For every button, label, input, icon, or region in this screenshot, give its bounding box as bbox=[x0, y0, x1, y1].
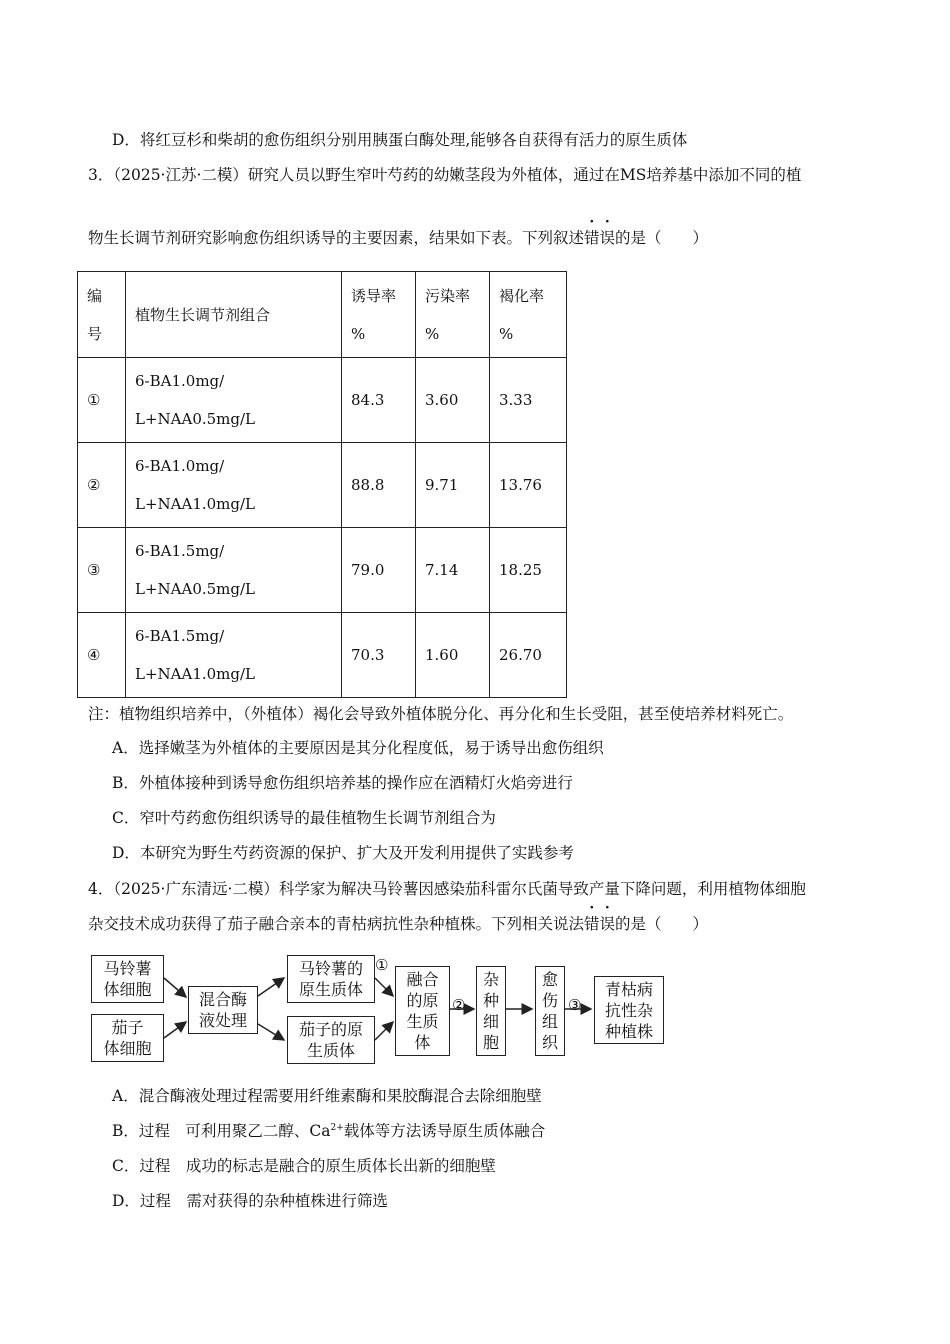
emphasis-char: 误 bbox=[599, 229, 616, 247]
emphasis-char: 错 bbox=[584, 915, 600, 933]
q3-option-d: D．本研究为野生芍药资源的保护、扩大及开发利用提供了实践参考 bbox=[112, 844, 574, 862]
table-row: ③ 6-BA1.5mg/ L+NAA0.5mg/L 79.0 7.14 18.25 bbox=[78, 528, 567, 613]
emphasis-char: 误 bbox=[599, 915, 616, 933]
prev-option-d: D．将红豆杉和柴胡的愈伤组织分别用胰蛋白酶处理,能够各自获得有活力的原生质体 bbox=[112, 131, 688, 149]
eggplant-protoplast-box: 茄子的原 生质体 bbox=[287, 1016, 375, 1064]
q4-stem-line1: 4．（2025·广东清远·二模）科学家为解决马铃薯因感染茄科雷尔氏菌导致产量下降问题，利用植物体细胞 bbox=[88, 880, 806, 898]
q3-stem-line1: 3．（2025·江苏·二模）研究人员以野生窄叶芍药的幼嫩茎段为外植体，通过在MS培养基中添加不同的植 bbox=[88, 166, 802, 184]
q3-note: 注：植物组织培养中，（外植体）褐化会导致外植体脱分化、再分化和生长受阻，甚至使培养材料死亡。 bbox=[88, 705, 794, 723]
header-contamination: 污染率 % bbox=[416, 272, 490, 358]
header-induction: 诱导率 % bbox=[342, 272, 416, 358]
table-row: ① 6-BA1.0mg/ L+NAA0.5mg/L 84.3 3.60 3.33 bbox=[78, 358, 567, 443]
header-browning: 褐化率 % bbox=[490, 272, 567, 358]
arrow bbox=[375, 1022, 393, 1040]
q3-option-c: C．窄叶芍药愈伤组织诱导的最佳植物生长调节剂组合为 bbox=[112, 809, 496, 827]
eggplant-cell-box: 茄子 体细胞 bbox=[91, 1014, 164, 1062]
emphasis-char: 错 bbox=[584, 229, 600, 247]
arrow bbox=[258, 978, 284, 996]
step-2-label: ② bbox=[452, 996, 466, 1014]
callus-box: 愈 伤 组 织 bbox=[535, 966, 565, 1056]
q4-stem-text: 杂交技术成功获得了茄子融合亲本的青枯病抗性杂种植株。下列相关说法 bbox=[88, 915, 585, 933]
potato-cell-box: 马铃薯 体细胞 bbox=[91, 955, 164, 1003]
table-header-row bbox=[78, 272, 567, 358]
fusion-flow-diagram bbox=[88, 952, 668, 1066]
header-id: 编 号 bbox=[78, 272, 126, 358]
q3-stem-tail: 的是（ ） bbox=[615, 229, 709, 247]
header-combo: 植物生长调节剂组合 bbox=[126, 272, 342, 358]
resistant-plant-box: 青枯病 抗性杂 种植株 bbox=[594, 976, 664, 1044]
hybrid-cell-box: 杂 种 细 胞 bbox=[476, 966, 506, 1056]
q3-option-a: A．选择嫩茎为外植体的主要原因是其分化程度低，易于诱导出愈伤组织 bbox=[112, 739, 604, 757]
q3-stem-line2 bbox=[88, 226, 708, 248]
q4-option-d: D．过程 需对获得的杂种植株进行筛选 bbox=[112, 1192, 388, 1210]
enzyme-box: 混合酶 液处理 bbox=[188, 986, 258, 1034]
table-row: ② 6-BA1.0mg/ L+NAA1.0mg/L 88.8 9.71 13.76 bbox=[78, 443, 567, 528]
arrow bbox=[164, 1022, 186, 1038]
q4-stem-tail: 的是（ ） bbox=[615, 915, 709, 933]
potato-protoplast-box: 马铃薯的 原生质体 bbox=[287, 955, 375, 1003]
table-row: ④ 6-BA1.5mg/ L+NAA1.0mg/L 70.3 1.60 26.70 bbox=[78, 613, 567, 698]
arrow bbox=[258, 1024, 284, 1040]
results-table bbox=[77, 271, 567, 698]
arrow bbox=[164, 978, 186, 997]
q4-option-a: A．混合酶液处理过程需要用纤维素酶和果胶酶混合去除细胞壁 bbox=[112, 1087, 542, 1105]
fused-protoplast-box: 融合 的原 生质 体 bbox=[395, 966, 450, 1056]
q3-stem-text: 物生长调节剂研究影响愈伤组织诱导的主要因素，结果如下表。下列叙述 bbox=[88, 229, 585, 247]
step-3-label: ③ bbox=[568, 996, 582, 1014]
q3-option-b: B．外植体接种到诱导愈伤组织培养基的操作应在酒精灯火焰旁进行 bbox=[112, 774, 573, 792]
step-1-label: ① bbox=[375, 956, 389, 974]
q4-stem-line2 bbox=[88, 912, 708, 934]
arrow bbox=[375, 978, 393, 996]
q4-option-c: C．过程 成功的标志是融合的原生质体长出新的细胞壁 bbox=[112, 1157, 496, 1175]
q4-option-b: B．过程 可利用聚乙二醇、$Ca^{2+}$载体等方法诱导原生质体融合 bbox=[112, 1122, 546, 1140]
